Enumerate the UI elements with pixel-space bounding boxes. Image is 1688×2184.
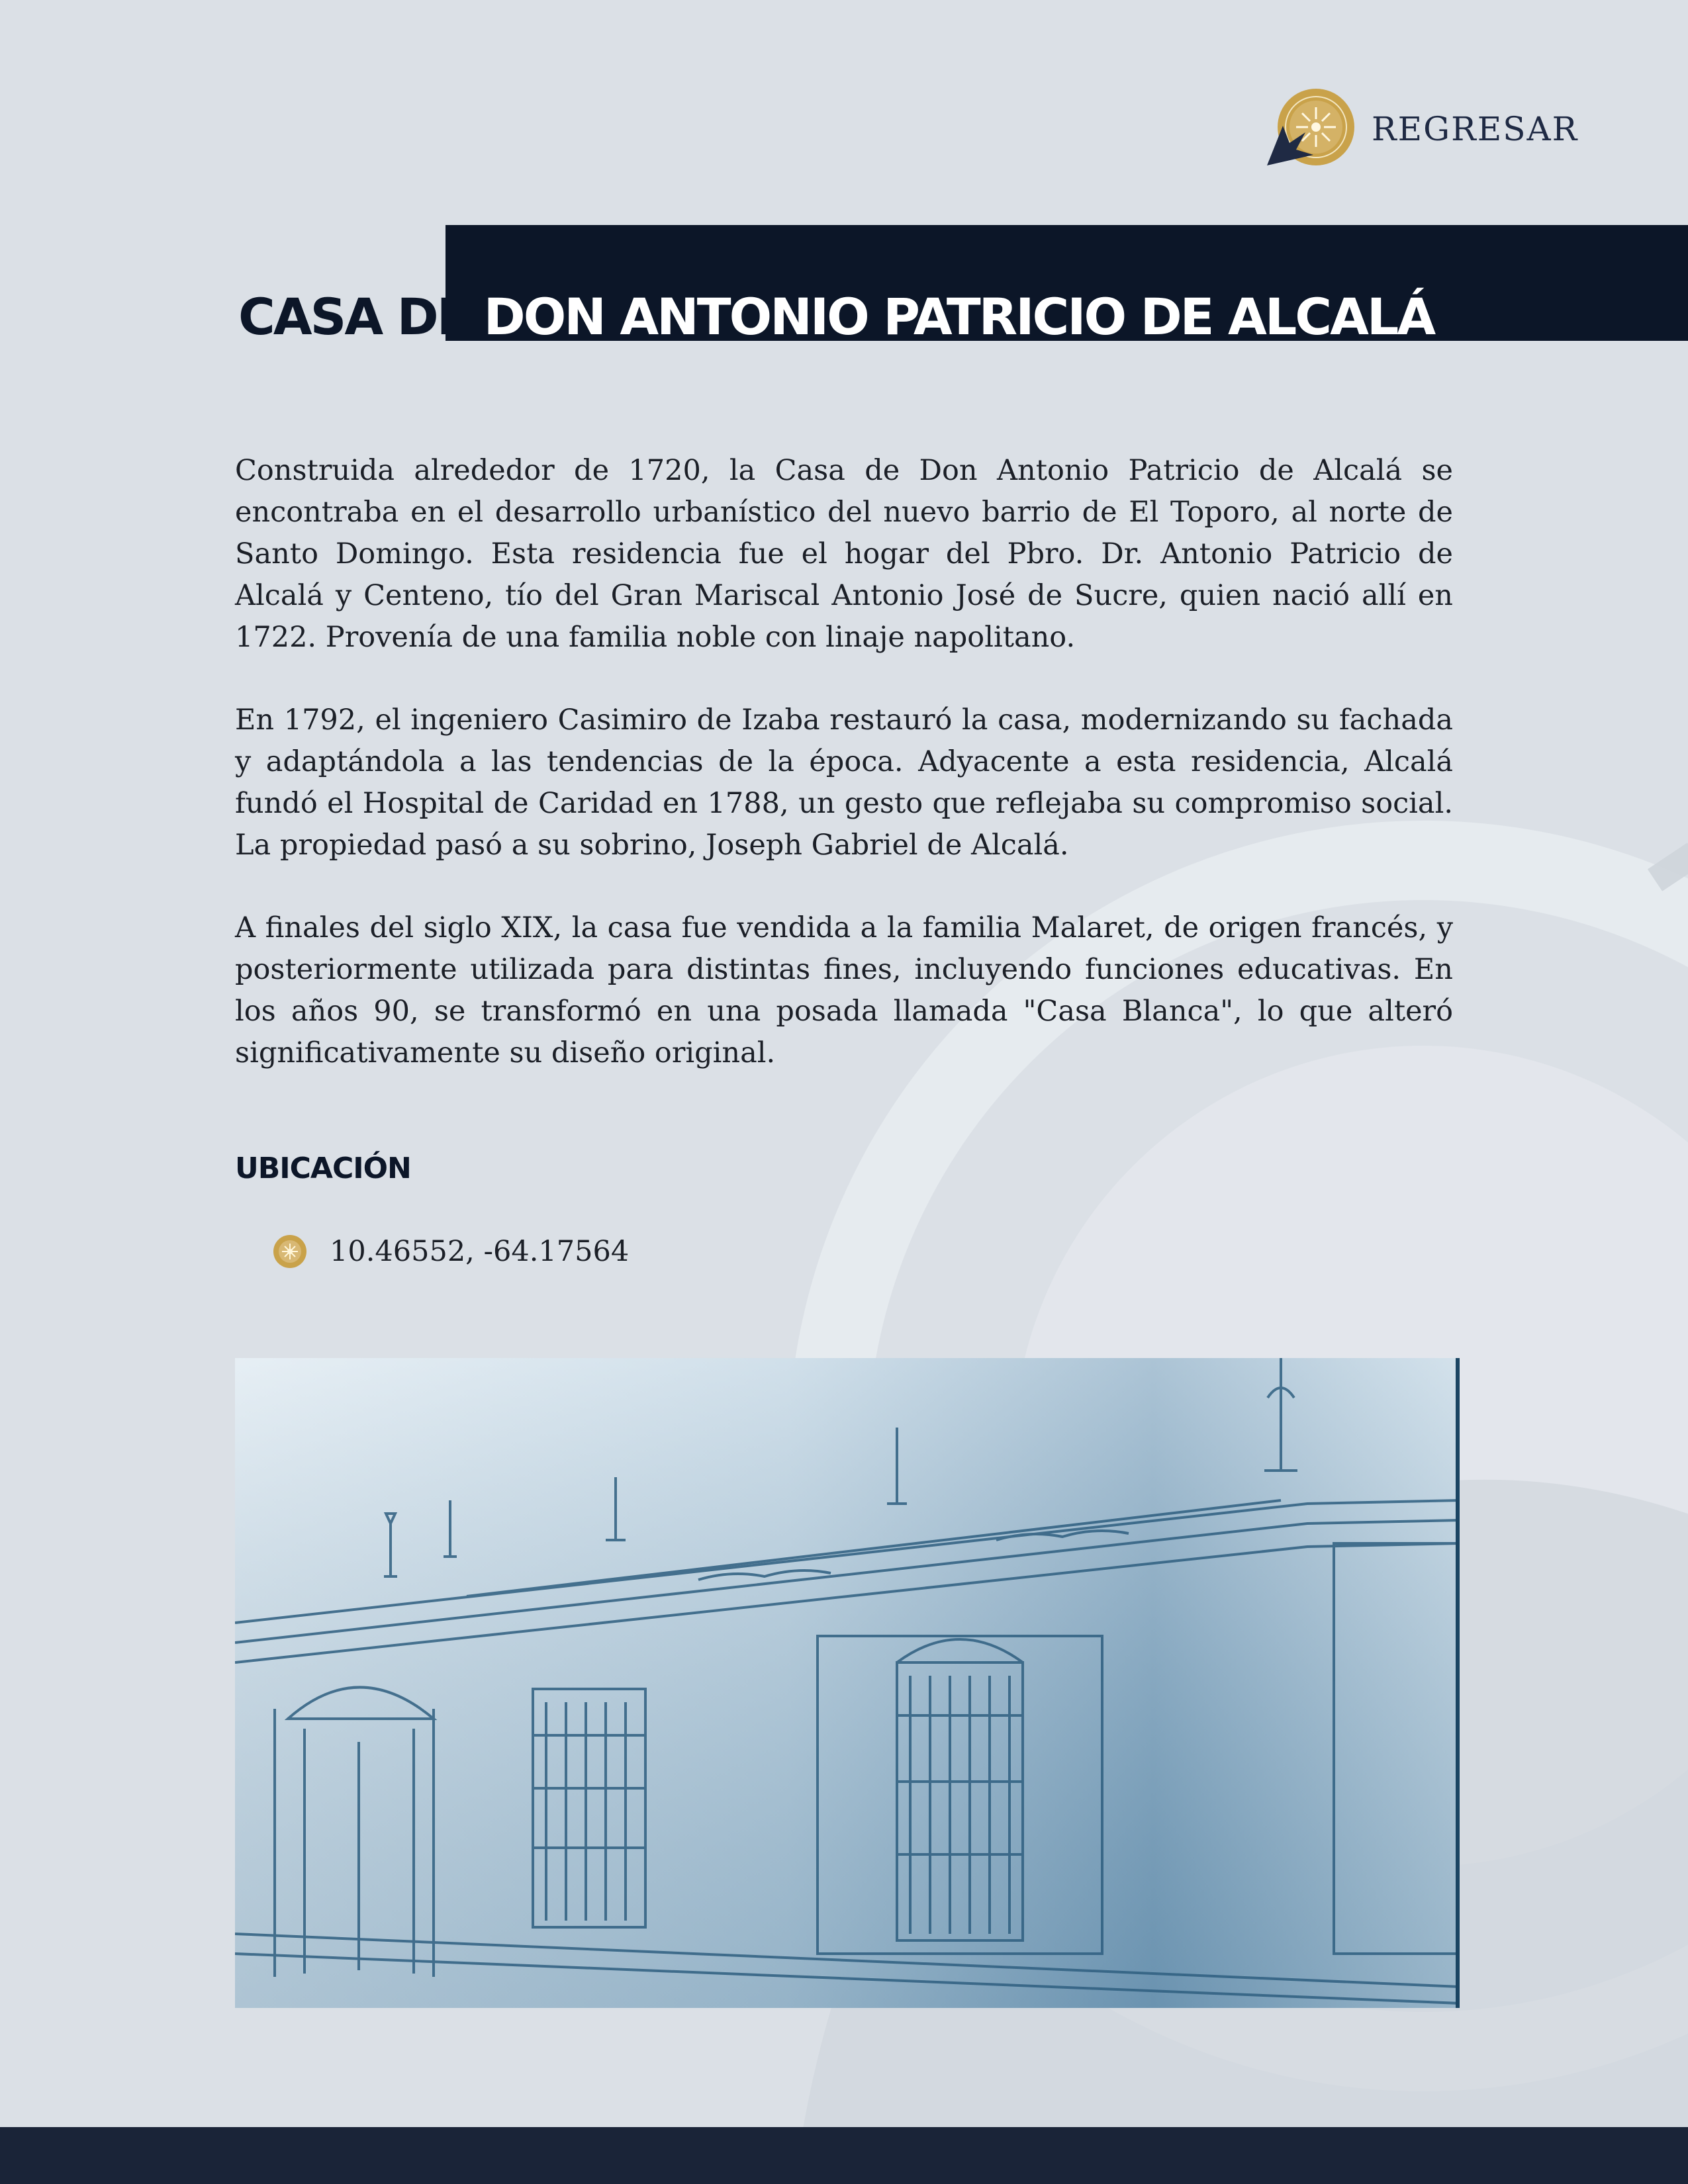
gold-sun-emblem-icon <box>273 1234 307 1269</box>
back-button[interactable] <box>1264 86 1578 172</box>
cursor-sun-emblem-icon <box>1264 86 1357 172</box>
location-heading: UBICACIÓN <box>235 1152 411 1185</box>
back-button-label: REGRESAR <box>1372 110 1579 148</box>
article-body <box>235 450 1453 1115</box>
paragraph: A finales del siglo XIX, la casa fue vendida a la familia Malaret, de origen francés, y posteriormente utilizada para distintas fines, incluyendo funciones educativas. En los años 90, se transformó en una posada llamada "Casa Blanca", lo que alteró significativamente su diseño original. <box>235 911 1453 1069</box>
page-title-prefix: CASA DE <box>238 287 469 346</box>
paragraph: En 1792, el ingeniero Casimiro de Izaba restauró la casa, modernizando su fachada y adaptándola a las tendencias de la época. Adyacente a esta residencia, Alcalá fundó el Hospital de Caridad en 1788, un gesto que reflejaba su compromiso social. La propiedad pasó a su sobrino, Joseph Gabriel de Alcalá. <box>235 704 1453 862</box>
house-facade-sketch-image <box>235 1358 1460 2008</box>
footer-bar <box>0 2127 1688 2184</box>
paragraph: Construida alrededor de 1720, la Casa de Don Antonio Patricio de Alcalá se encontraba en el desarrollo urbanístico del nuevo barrio de El Toporo, al norte de Santo Domingo. Esta residencia fue el hogar del Pbro. Dr. Antonio Patricio de Alcalá y Centeno, tío del Gran Mariscal Antonio José de Sucre, quien nació allí en 1722. Provenía de una familia noble con linaje napolitano. <box>235 454 1453 654</box>
page-title-name: DON ANTONIO PATRICIO DE ALCALÁ <box>483 287 1434 346</box>
location-row <box>273 1234 629 1269</box>
location-coordinates: 10.46552, -64.17564 <box>330 1235 630 1268</box>
page-title <box>238 259 1434 375</box>
